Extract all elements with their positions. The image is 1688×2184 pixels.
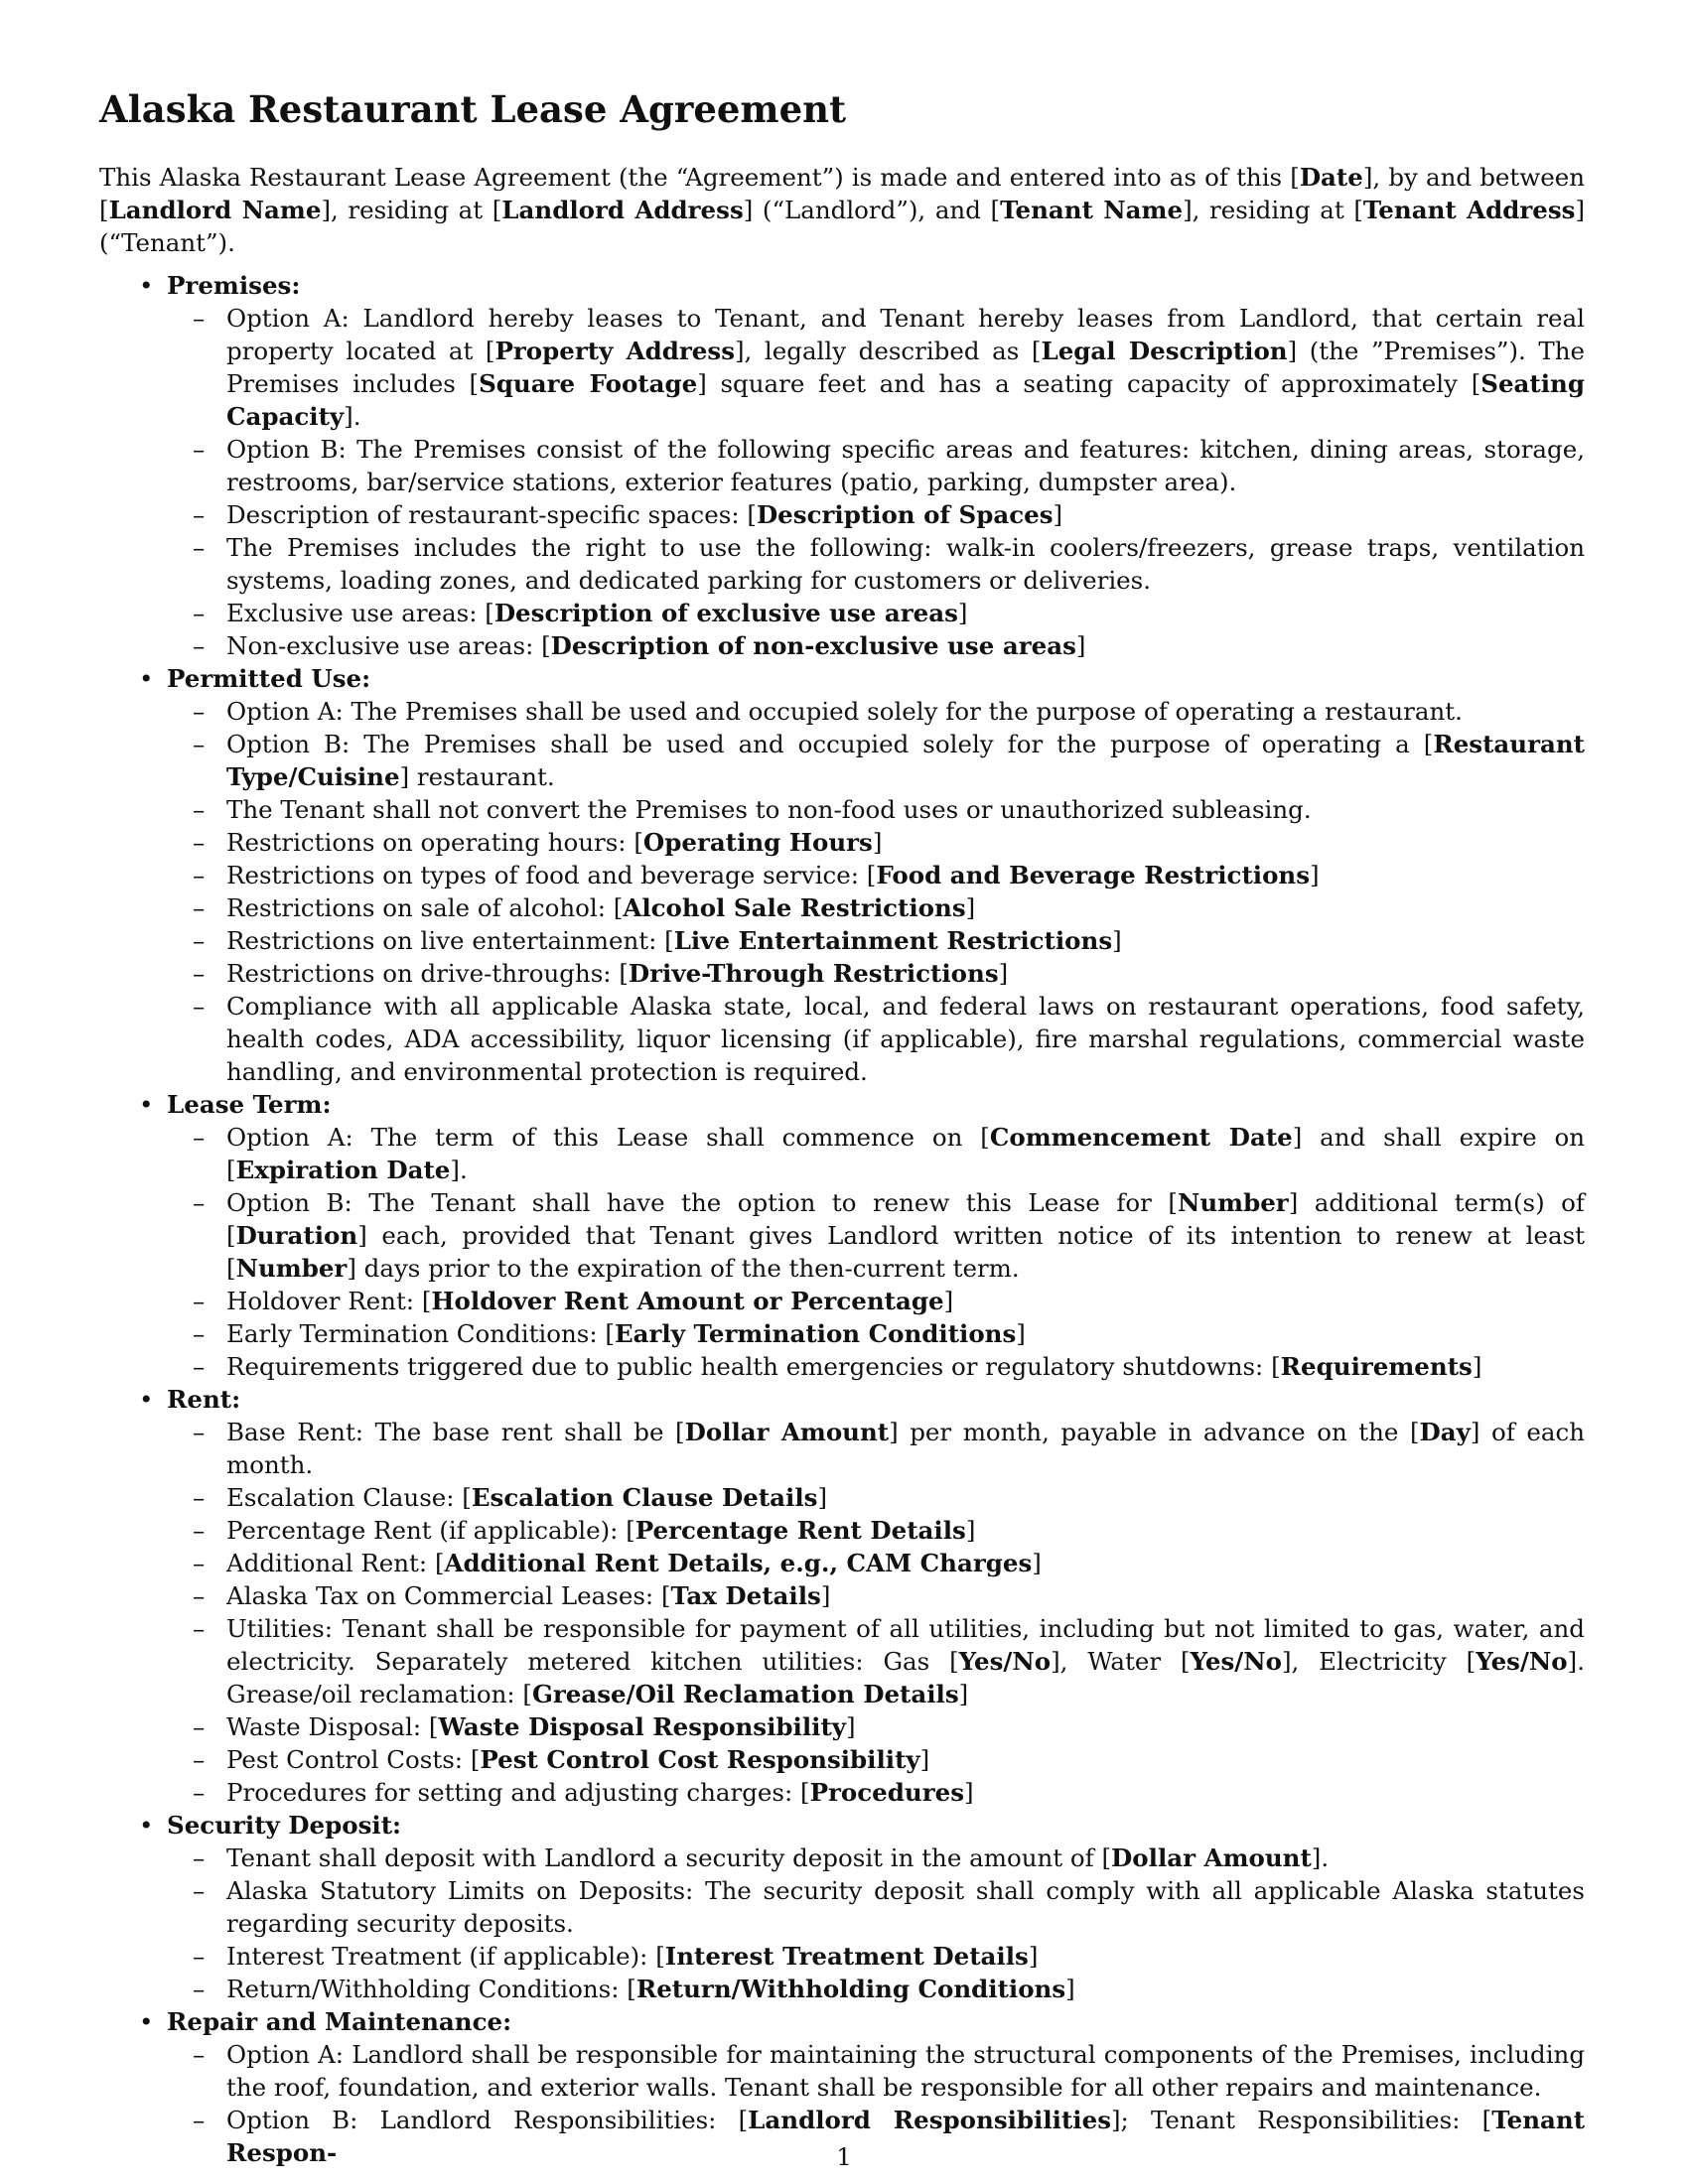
field-placeholder: Holdover Rent Amount or Percentage [431, 1287, 944, 1316]
field-placeholder: Description of exclusive use areas [493, 599, 958, 628]
clause-list [167, 302, 1585, 662]
clause-item: – Option A: Landlord hereby leases to Tenant, and Tenant hereby leases from Landlord, that certain real property located at [Property Address], legally described as [Legal Description] (the ”Premises”). The Premises includes [Square Footage] square feet and has a seating capacity of approximately [Seating Capacity]. [167, 302, 1585, 433]
field-placeholder: Grease/Oil Reclamation Details [531, 1680, 959, 1709]
field-placeholder: Number [1177, 1188, 1289, 1218]
field-placeholder: Escalation Clause Details [471, 1483, 818, 1513]
section-rent [99, 1383, 1585, 1809]
clause-list [167, 1121, 1585, 1383]
field-placeholder: Number [235, 1254, 348, 1284]
field-placeholder: Yes/No [958, 1647, 1052, 1677]
clause-item: – Exclusive use areas: [Description of exclusive use areas] [167, 597, 1585, 629]
field-placeholder: Tenant Respon- [226, 2106, 1586, 2168]
section-premises [99, 269, 1585, 662]
clause-item: – Alaska Tax on Commercial Leases: [Tax Details] [167, 1579, 1585, 1612]
section-heading: Lease Term: [167, 1090, 332, 1120]
section-heading: Permitted Use: [167, 664, 371, 694]
clause-item: – Option A: Landlord shall be responsible for maintaining the structural components of the Premises, including the roof, foundation, and exterior walls. Tenant shall be responsible for all other repairs and maintenance. [167, 2038, 1585, 2104]
field-placeholder: Duration [235, 1221, 358, 1251]
field-placeholder: Alcohol Sale Restrictions [623, 893, 966, 923]
clause-item: – Option B: The Premises consist of the following specific areas and features: kitchen, dining areas, storage, restrooms, bar/service stations, exterior features (patio, parking, dumpster area). [167, 433, 1585, 498]
clause-item: – The Premises includes the right to use the following: walk-in coolers/freezers, grease traps, ventilation systems, loading zones, and dedicated parking for customers or deliveries. [167, 531, 1585, 597]
field-placeholder: Day [1419, 1418, 1471, 1447]
field-placeholder: Food and Beverage Restrictions [876, 861, 1311, 890]
clause-item: – Option B: The Tenant shall have the option to renew this Lease for [Number] additional term(s) of [Duration] each, provided that Tenant gives Landlord written notice of its intention to renew at least [Number] days prior to the expiration of the then-current term. [167, 1186, 1585, 1285]
clause-item: – Non-exclusive use areas: [Description of non-exclusive use areas] [167, 629, 1585, 662]
field-placeholder: Seating Capacity [226, 369, 1585, 432]
clause-item: – Alaska Statutory Limits on Deposits: The security deposit shall comply with all applicable Alaska statutes regarding security deposits. [167, 1874, 1585, 1940]
clause-item: – Early Termination Conditions: [Early Termination Conditions] [167, 1317, 1585, 1350]
field-placeholder: Waste Disposal Responsibility [438, 1712, 847, 1742]
clause-item: – Waste Disposal: [Waste Disposal Responsibility] [167, 1710, 1585, 1743]
section-list [99, 269, 1585, 2169]
clause-item: – Percentage Rent (if applicable): [Percentage Rent Details] [167, 1514, 1585, 1547]
clause-item: – Tenant shall deposit with Landlord a security deposit in the amount of [Dollar Amount]. [167, 1842, 1585, 1874]
field-placeholder: Operating Hours [642, 828, 873, 858]
clause-item: – Base Rent: The base rent shall be [Dollar Amount] per month, payable in advance on the [Day] of each month. [167, 1416, 1585, 1481]
field-placeholder: Dollar Amount [684, 1418, 890, 1447]
clause-item: – Additional Rent: [Additional Rent Details, e.g., CAM Charges] [167, 1547, 1585, 1579]
section-security-deposit [99, 1809, 1585, 2005]
field-placeholder: Return/Withholding Conditions [635, 1975, 1066, 2004]
section-heading: Security Deposit: [167, 1811, 402, 1841]
section-permitted-use [99, 662, 1585, 1088]
clause-item: – Pest Control Costs: [Pest Control Cost Responsibility] [167, 1743, 1585, 1776]
clause-item: – Holdover Rent: [Holdover Rent Amount or Percentage] [167, 1285, 1585, 1317]
field-placeholder: Expiration Date [235, 1156, 451, 1185]
clause-item: – Restrictions on live entertainment: [Live Entertainment Restrictions] [167, 924, 1585, 957]
clause-item: – Interest Treatment (if applicable): [Interest Treatment Details] [167, 1940, 1585, 1973]
field-placeholder: Interest Treatment Details [664, 1942, 1029, 1972]
clause-item: – Description of restaurant-specific spaces: [Description of Spaces] [167, 498, 1585, 531]
clause-item: – Compliance with all applicable Alaska state, local, and federal laws on restaurant operations, food safety, health codes, ADA accessibility, liquor licensing (if applicable), fire marshal regulations, commercial waste handling, and environmental protection is required. [167, 990, 1585, 1088]
clause-item: – Option A: The Premises shall be used and occupied solely for the purpose of operating a restaurant. [167, 695, 1585, 728]
clause-item: – Return/Withholding Conditions: [Return/Withholding Conditions] [167, 1973, 1585, 2005]
section-heading: Premises: [167, 271, 301, 301]
field-placeholder: Early Termination Conditions [614, 1319, 1017, 1349]
clause-item: – Utilities: Tenant shall be responsible for payment of all utilities, including but not limited to gas, water, and electricity. Separately metered kitchen utilities: Gas [Yes/No], Water [Yes/No], Electricity [Yes/No]. Grease/oil reclamation: [Grease/Oil Reclamation Details] [167, 1612, 1585, 1710]
clause-item: – The Tenant shall not convert the Premises to non-food uses or unauthorized subleasing. [167, 793, 1585, 826]
field-placeholder: Tenant Name [1000, 196, 1184, 225]
field-placeholder: Restaurant Type/Cuisine [226, 730, 1585, 792]
field-placeholder: Procedures [809, 1778, 964, 1808]
page-number: 1 [836, 2142, 852, 2171]
clause-list [167, 1842, 1585, 2005]
clause-list [167, 695, 1585, 1088]
field-placeholder: Landlord Responsibilities [748, 2106, 1111, 2135]
clause-item: – Escalation Clause: [Escalation Clause Details] [167, 1481, 1585, 1514]
clause-item: – Procedures for setting and adjusting charges: [Procedures] [167, 1776, 1585, 1809]
field-placeholder: Yes/No [1190, 1647, 1282, 1677]
field-placeholder: Description of Spaces [756, 500, 1054, 530]
field-placeholder: Requirements [1280, 1352, 1473, 1382]
clause-item: – Option B: The Premises shall be used and occupied solely for the purpose of operating a [Restaurant Type/Cuisine] restaurant. [167, 728, 1585, 793]
clause-list [167, 1416, 1585, 1809]
section-heading: Rent: [167, 1385, 241, 1415]
section-lease-term [99, 1088, 1585, 1383]
document-title: Alaska Restaurant Lease Agreement [99, 87, 847, 131]
clause-item: – Option B: Landlord Responsibilities: [Landlord Responsibilities]; Tenant Responsibilities: [Tenant Respon- [167, 2104, 1585, 2169]
field-placeholder: Property Address [494, 337, 735, 366]
clause-item: – Restrictions on types of food and beverage service: [Food and Beverage Restrictions] [167, 859, 1585, 891]
field-placeholder: Commencement Date [989, 1123, 1293, 1153]
clause-item: – Requirements triggered due to public health emergencies or regulatory shutdowns: [Requirements] [167, 1350, 1585, 1383]
field-placeholder: Live Entertainment Restrictions [673, 926, 1113, 956]
field-placeholder: Additional Rent Details, e.g., CAM Charges [444, 1549, 1033, 1578]
clause-item: – Restrictions on sale of alcohol: [Alcohol Sale Restrictions] [167, 891, 1585, 924]
field-placeholder: Description of non-exclusive use areas [550, 631, 1076, 661]
field-placeholder: Yes/No [1476, 1647, 1568, 1677]
field-placeholder: Landlord Address [501, 196, 744, 225]
clause-item: – Option A: The term of this Lease shall commence on [Commencement Date] and shall expire on [Expiration Date]. [167, 1121, 1585, 1186]
field-placeholder: Pest Control Cost Responsibility [480, 1745, 920, 1775]
field-placeholder: Square Footage [479, 369, 698, 399]
clause-item: – Restrictions on operating hours: [Operating Hours] [167, 826, 1585, 859]
clause-item: – Restrictions on drive-throughs: [Drive-Through Restrictions] [167, 957, 1585, 990]
intro-paragraph: This Alaska Restaurant Lease Agreement (the “Agreement”) is made and entered into as of this [Date], by and between [Landlord Name], residing at [Landlord Address] (“Landlord”), and [Tenant Name], residing at [Tenant Address] (“Tenant”). [99, 163, 1585, 258]
field-placeholder: Percentage Rent Details [634, 1516, 966, 1546]
field-placeholder: Drive-Through Restrictions [628, 959, 999, 989]
section-heading: Repair and Maintenance: [167, 2007, 512, 2037]
field-placeholder: Tenant Address [1362, 196, 1576, 225]
field-placeholder: Tax Details [670, 1581, 821, 1611]
field-placeholder: Legal Description [1041, 337, 1288, 366]
field-placeholder: Date [1299, 163, 1363, 193]
field-placeholder: Landlord Name [108, 196, 322, 225]
field-placeholder: Dollar Amount [1111, 1843, 1312, 1873]
